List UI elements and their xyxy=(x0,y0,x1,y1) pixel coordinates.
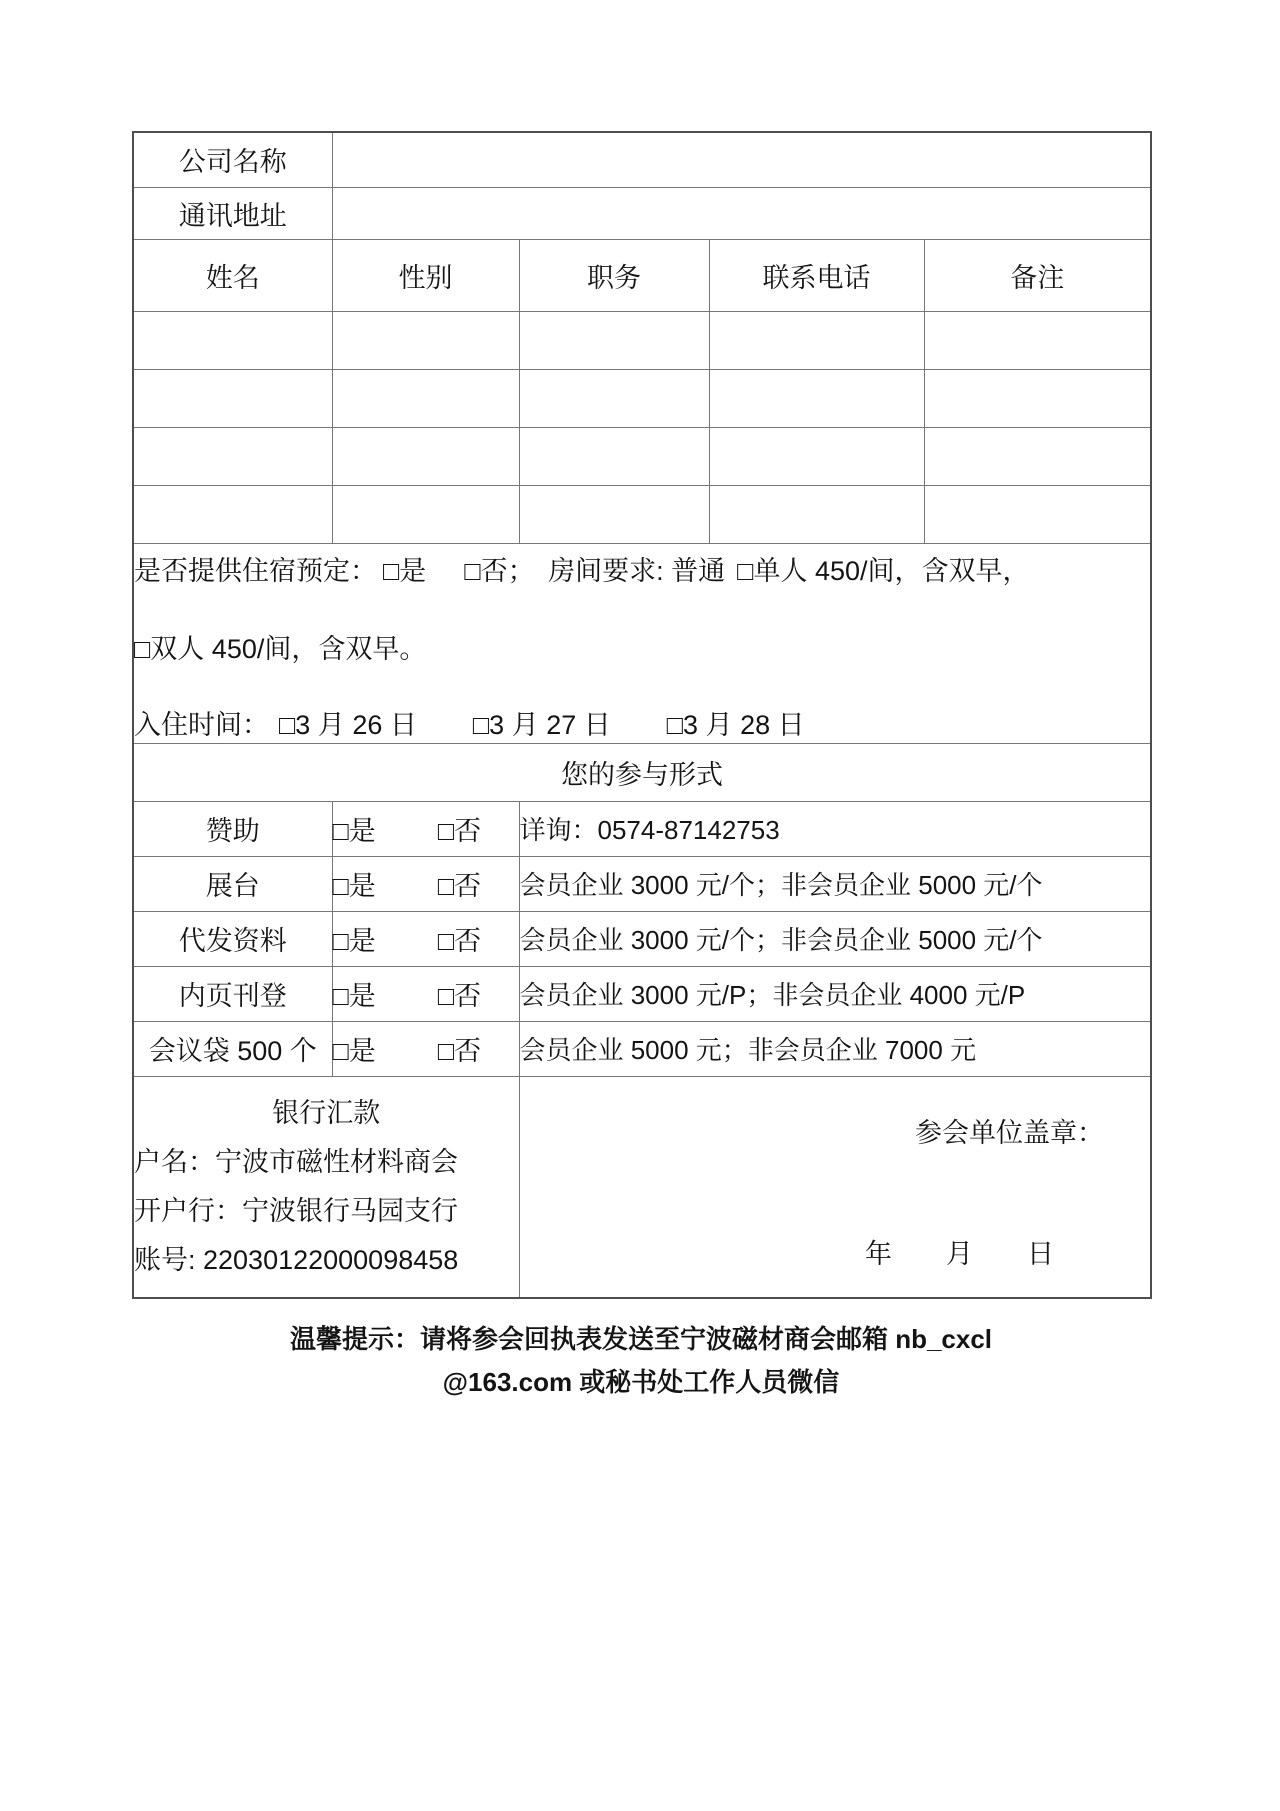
accommodation-line1 xyxy=(134,554,1150,588)
participation-desc: 会员企业 3000 元/个；非会员企业 5000 元/个 xyxy=(519,911,1151,966)
seal-cell xyxy=(519,1076,1151,1298)
attendee-cell[interactable] xyxy=(709,311,924,369)
attendee-cell[interactable] xyxy=(924,485,1151,543)
attendee-cell[interactable] xyxy=(519,485,709,543)
checkbox-no[interactable]: □否 xyxy=(437,871,482,901)
participation-checks-cell xyxy=(332,911,519,966)
participation-checks-cell xyxy=(332,966,519,1021)
participation-desc: 会员企业 3000 元/P；非会员企业 4000 元/P xyxy=(519,966,1151,1021)
participation-label: 内页刊登 xyxy=(133,966,332,1021)
address-input-cell[interactable] xyxy=(332,187,1151,239)
bank-account-number: 账号: 22030122000098458 xyxy=(134,1244,459,1275)
company-name-label: 公司名称 xyxy=(133,132,332,187)
checkbox-no[interactable]: □否 xyxy=(437,816,482,846)
column-header-gender: 性别 xyxy=(332,239,519,311)
attendee-cell[interactable] xyxy=(924,427,1151,485)
participation-row-inner-page xyxy=(133,966,1151,1021)
participation-label: 会议袋 500 个 xyxy=(133,1021,332,1076)
checkbox-date-mar26[interactable]: □3 月 26 日 xyxy=(279,710,417,740)
accommodation-row xyxy=(133,543,1151,743)
accommodation-question-label: 是否提供住宿预定： xyxy=(134,556,377,586)
attendee-cell[interactable] xyxy=(519,311,709,369)
registration-form-table xyxy=(132,131,1152,1299)
column-header-remark: 备注 xyxy=(924,239,1151,311)
participation-row-sponsor xyxy=(133,801,1151,856)
checkbox-no[interactable]: □否 xyxy=(437,926,482,956)
participation-label: 代发资料 xyxy=(133,911,332,966)
participation-desc: 会员企业 3000 元/个；非会员企业 5000 元/个 xyxy=(519,856,1151,911)
accommodation-line2 xyxy=(134,632,1150,666)
checkbox-yes[interactable]: □是 xyxy=(332,1036,376,1066)
footer-note-line1: 温馨提示：请将参会回执表发送至宁波磁材商会邮箱 nb_cxcl xyxy=(289,1324,993,1354)
attendee-row xyxy=(133,311,1151,369)
attendee-cell[interactable] xyxy=(332,427,519,485)
attendee-cell[interactable] xyxy=(924,311,1151,369)
checkbox-accommodation-no[interactable]: □否 xyxy=(464,556,508,586)
date-line: 年 月 日 xyxy=(865,1239,1054,1269)
payment-row xyxy=(133,1076,1151,1298)
attendee-row xyxy=(133,427,1151,485)
attendee-cell[interactable] xyxy=(709,427,924,485)
attendee-cell[interactable] xyxy=(332,311,519,369)
column-header-position: 职务 xyxy=(519,239,709,311)
checkbox-yes[interactable]: □是 xyxy=(332,926,376,956)
participation-title-row xyxy=(133,743,1151,801)
checkbox-yes[interactable]: □是 xyxy=(332,816,376,846)
participation-row-materials xyxy=(133,911,1151,966)
attendee-cell[interactable] xyxy=(133,485,332,543)
seal-label: 参会单位盖章： xyxy=(915,1117,1104,1148)
participation-label: 展台 xyxy=(133,856,332,911)
checkbox-yes[interactable]: □是 xyxy=(332,981,376,1011)
participation-label: 赞助 xyxy=(133,801,332,856)
participation-desc: 会员企业 5000 元；非会员企业 7000 元 xyxy=(519,1021,1151,1076)
address-label: 通讯地址 xyxy=(133,187,332,239)
checkbox-no[interactable]: □否 xyxy=(437,981,482,1011)
checkbox-accommodation-yes[interactable]: □是 xyxy=(383,556,427,586)
accommodation-cell xyxy=(133,543,1151,743)
attendee-cell[interactable] xyxy=(924,369,1151,427)
checkbox-date-mar27[interactable]: □3 月 27 日 xyxy=(472,710,611,740)
room-requirement-label: ； 房间要求: 普通 xyxy=(507,556,726,586)
attendee-cell[interactable] xyxy=(709,485,924,543)
bank-account-name: 户名：宁波市磁性材料商会 xyxy=(134,1146,458,1177)
column-header-name: 姓名 xyxy=(133,239,332,311)
checkin-label: 入住时间： xyxy=(134,710,269,740)
checkbox-room-double[interactable]: □双人 450/间，含双早。 xyxy=(134,634,427,664)
participation-row-booth xyxy=(133,856,1151,911)
attendee-row xyxy=(133,485,1151,543)
attendee-cell[interactable] xyxy=(332,485,519,543)
footer-note xyxy=(132,1318,1150,1404)
checkbox-room-single[interactable]: □单人 450/间，含双早， xyxy=(737,556,1030,586)
participation-title: 您的参与形式 xyxy=(133,743,1151,801)
attendee-cell[interactable] xyxy=(519,427,709,485)
attendee-row xyxy=(133,369,1151,427)
participation-checks-cell xyxy=(332,801,519,856)
participation-row-conference-bags xyxy=(133,1021,1151,1076)
checkbox-no[interactable]: □否 xyxy=(437,1036,482,1066)
attendee-cell[interactable] xyxy=(133,427,332,485)
attendee-cell[interactable] xyxy=(709,369,924,427)
company-name-input-cell[interactable] xyxy=(332,132,1151,187)
participation-checks-cell xyxy=(332,1021,519,1076)
column-header-phone: 联系电话 xyxy=(709,239,924,311)
attendee-header-row xyxy=(133,239,1151,311)
checkbox-date-mar28[interactable]: □3 月 28 日 xyxy=(666,710,805,740)
bank-branch: 开户行：宁波银行马园支行 xyxy=(134,1195,458,1226)
footer-note-line2: @163.com 或秘书处工作人员微信 xyxy=(442,1367,840,1397)
participation-checks-cell xyxy=(332,856,519,911)
company-name-row xyxy=(133,132,1151,187)
attendee-cell[interactable] xyxy=(332,369,519,427)
checkin-line xyxy=(134,708,1150,742)
attendee-cell[interactable] xyxy=(133,369,332,427)
bank-transfer-title: 银行汇款 xyxy=(272,1097,381,1128)
checkbox-yes[interactable]: □是 xyxy=(332,871,376,901)
attendee-cell[interactable] xyxy=(519,369,709,427)
address-row xyxy=(133,187,1151,239)
bank-transfer-cell xyxy=(133,1076,519,1298)
participation-desc: 详询：0574-87142753 xyxy=(519,801,1151,856)
attendee-cell[interactable] xyxy=(133,311,332,369)
